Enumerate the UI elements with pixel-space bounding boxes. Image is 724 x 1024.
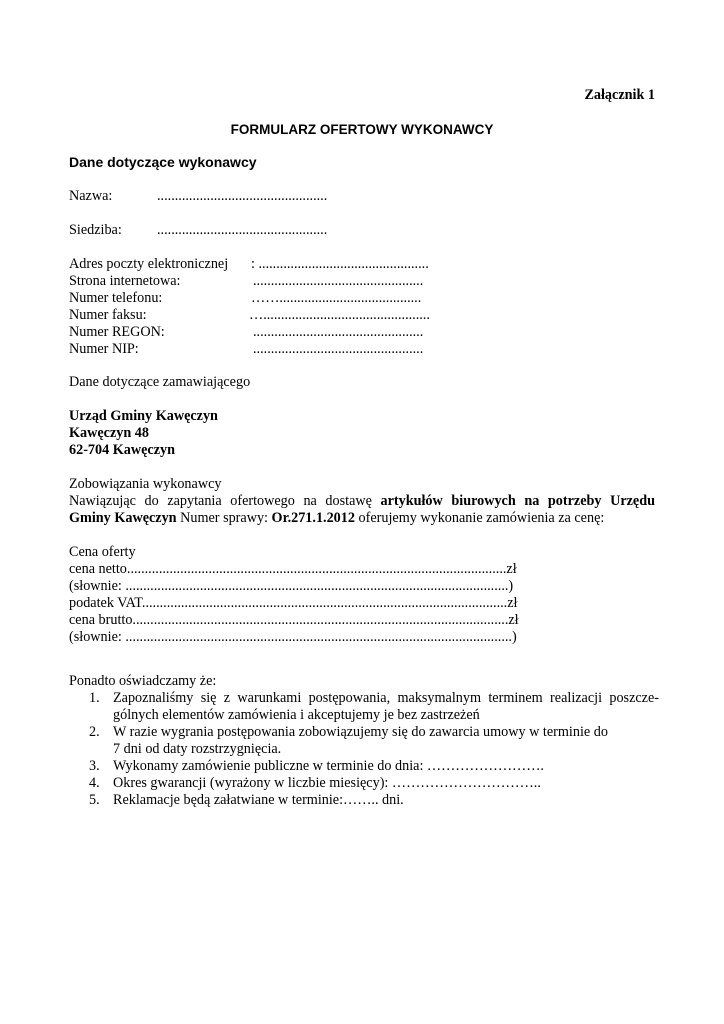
obligations-subject: artykułów biurowych na potrzeby Urzędu xyxy=(380,493,655,509)
ordering-party-name: Urząd Gminy Kawęczyn xyxy=(69,408,218,424)
list-item-number: 1. xyxy=(89,690,100,706)
gross-price-words-field: (słownie: .............................................................................................................) xyxy=(69,629,517,645)
list-item-text: Zapoznaliśmy się z warunkami postępowania, maksymalnym terminem realizacji poszcze- xyxy=(113,690,659,706)
list-item-number: 3. xyxy=(89,758,100,774)
phone-field: ……........................................ xyxy=(251,290,422,306)
email-field: : ................................................ xyxy=(251,256,429,272)
regon-field: ................................................ xyxy=(253,324,424,340)
list-item-number: 5. xyxy=(89,792,100,808)
obligations-case-label: Numer sprawy: xyxy=(176,510,272,526)
list-item xyxy=(69,792,659,809)
obligations-paragraph-line1 xyxy=(69,493,655,510)
list-item xyxy=(69,758,659,775)
attachment-label: Załącznik 1 xyxy=(584,87,655,103)
list-item-text-continued: 7 dni od daty rozstrzygnięcia. xyxy=(113,741,282,757)
obligations-heading: Zobowiązania wykonawcy xyxy=(69,476,222,492)
list-item-number: 4. xyxy=(89,775,100,791)
website-label: Strona internetowa: xyxy=(69,273,181,289)
phone-label: Numer telefonu: xyxy=(69,290,163,306)
ordering-party-heading: Dane dotyczące zamawiającego xyxy=(69,374,251,390)
list-item-text: W razie wygrania postępowania zobowiązujemy się do zawarcia umowy w terminie do xyxy=(113,724,608,740)
name-label: Nazwa: xyxy=(69,188,113,204)
nip-field: ................................................ xyxy=(253,341,424,357)
nip-label: Numer NIP: xyxy=(69,341,139,357)
list-item-text: Reklamacje będą załatwiane w terminie:…….. dni. xyxy=(113,792,404,808)
name-field: ................................................ xyxy=(157,188,328,204)
vat-field: podatek VAT.......................................................................................................zł xyxy=(69,595,518,611)
obligations-offer-text: oferujemy wykonanie zamówienia za cenę: xyxy=(354,510,605,526)
website-field: ................................................ xyxy=(253,273,424,289)
ordering-party-street: Kawęczyn 48 xyxy=(69,425,149,441)
ordering-party-city: 62-704 Kawęczyn xyxy=(69,442,175,458)
list-item-text: Wykonamy zamówienie publiczne w terminie do dnia: ……………………. xyxy=(113,758,544,774)
gross-price-field: cena brutto..........................................................................................................zł xyxy=(69,612,519,628)
list-item xyxy=(69,690,659,724)
declarations-heading: Ponadto oświadczamy że: xyxy=(69,673,217,689)
fax-field: …............................................... xyxy=(249,307,430,323)
price-heading: Cena oferty xyxy=(69,544,136,560)
declarations-list xyxy=(69,690,659,809)
regon-label: Numer REGON: xyxy=(69,324,165,340)
net-price-field: cena netto...........................................................................................................zł xyxy=(69,561,517,577)
contractor-section-heading: Dane dotyczące wykonawcy xyxy=(69,154,257,170)
seat-field: ................................................ xyxy=(157,222,328,238)
list-item-text-continued: gólnych elementów zamówienia i akceptujemy je bez zastrzeżeń xyxy=(113,707,480,723)
list-item-number: 2. xyxy=(89,724,100,740)
obligations-paragraph-line2 xyxy=(69,510,604,527)
seat-label: Siedziba: xyxy=(69,222,122,238)
email-label: Adres poczty elektronicznej xyxy=(69,256,229,272)
case-number: Or.271.1.2012 xyxy=(271,510,355,526)
form-title: FORMULARZ OFERTOWY WYKONAWCY xyxy=(230,122,494,137)
list-item-text: Okres gwarancji (wyrażony w liczbie miesięcy): ………………………….. xyxy=(113,775,541,791)
fax-label: Numer faksu: xyxy=(69,307,147,323)
net-price-words-field: (słownie: ............................................................................................................) xyxy=(69,578,514,594)
list-item xyxy=(69,724,659,758)
obligations-office: Gminy Kawęczyn xyxy=(69,510,177,526)
list-item xyxy=(69,775,659,792)
obligations-text: Nawiązując do zapytania ofertowego na dostawę xyxy=(69,493,381,509)
